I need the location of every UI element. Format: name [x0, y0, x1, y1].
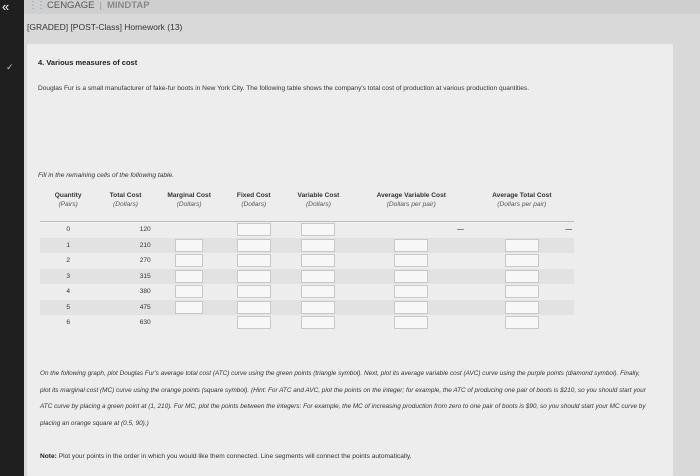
avc-input[interactable] — [394, 239, 428, 252]
fixed-cost-input[interactable] — [237, 254, 271, 267]
variable-cost-cell — [284, 300, 353, 316]
variable-cost-input[interactable] — [301, 239, 335, 252]
variable-cost-input[interactable] — [301, 254, 335, 267]
variable-cost-cell — [284, 269, 353, 285]
marginal-cost-input[interactable] — [175, 239, 203, 252]
question-card — [27, 44, 673, 476]
header-fixed-cost: Fixed Cost (Dollars) — [224, 191, 284, 222]
chevron-down-icon[interactable]: ✓ — [6, 62, 14, 72]
header-quantity: Quantity (Pairs) — [40, 191, 96, 222]
left-sidebar — [0, 0, 24, 476]
quantity-cell: 5 — [40, 300, 96, 316]
variable-cost-cell — [284, 284, 353, 300]
fixed-cost-cell — [224, 253, 284, 269]
brand-mindtap: MINDTAP — [106, 0, 150, 11]
table-row — [40, 284, 574, 300]
brand-separator: | — [99, 0, 102, 11]
table-header-row — [40, 191, 574, 222]
breadcrumb[interactable]: [GRADED] [POST-Class] Homework (13) — [27, 22, 183, 32]
header-average-total-cost: Average Total Cost (Dollars per pair) — [470, 191, 574, 222]
fixed-cost-cell — [224, 269, 284, 285]
avc-cell — [353, 269, 470, 285]
total-cost-cell: 380 — [139, 288, 151, 296]
atc-cell — [470, 238, 574, 254]
variable-cost-cell — [284, 222, 353, 238]
table-row — [40, 238, 574, 254]
fixed-cost-input[interactable] — [237, 270, 271, 283]
marginal-cost-cell — [155, 284, 224, 300]
total-cost-cell: 120 — [139, 226, 151, 234]
top-bar — [24, 0, 700, 14]
fixed-cost-input[interactable] — [237, 301, 271, 314]
marginal-cost-input[interactable] — [175, 254, 203, 267]
marginal-cost-cell — [155, 315, 224, 331]
quantity-cell: 6 — [66, 319, 70, 327]
fixed-cost-input[interactable] — [237, 223, 271, 236]
table-row — [40, 222, 574, 238]
fixed-cost-cell — [224, 315, 284, 331]
quantity-cell: 2 — [66, 257, 70, 265]
marginal-cost-cell — [155, 238, 224, 254]
marginal-cost-cell — [155, 253, 224, 269]
question-title: 4. Various measures of cost — [38, 58, 138, 67]
fixed-cost-cell — [224, 238, 284, 254]
graph-instructions: On the following graph, plot Douglas Fur's average total cost (ATC) curve using the green points (triangle symbol). Next, plot its average variable cost (AVC) curve using the purple points (diamond symbol). Finally, plot its marginal cost (MC) curve using the orange points (square symbol). (Hint: For ATC and AVC, plot the points on the integer; for example, the ATC of producing one pair of boots is $210, so you should start your ATC curve by placing a green point at (1, 210). For MC, plot the points between the integers: For example, the MC of increasing production from zero to one pair of boots is $90, so you should start your MC curve by placing an orange square at (0.5, 90).) — [40, 370, 646, 427]
atc-dash: — — [565, 226, 572, 234]
atc-input[interactable] — [505, 239, 539, 252]
marginal-cost-cell — [155, 300, 224, 316]
atc-input[interactable] — [505, 270, 539, 283]
quantity-cell: 1 — [40, 238, 96, 254]
cengage-logo-icon: ⋮⋮ — [28, 0, 44, 11]
avc-cell — [353, 300, 470, 316]
variable-cost-input[interactable] — [301, 301, 335, 314]
header-marginal-cost: Marginal Cost (Dollars) — [155, 191, 224, 222]
table-row — [40, 253, 574, 269]
atc-cell — [470, 315, 574, 331]
variable-cost-cell — [284, 315, 353, 331]
marginal-cost-input[interactable] — [175, 301, 203, 314]
fixed-cost-cell — [224, 300, 284, 316]
avc-input[interactable] — [394, 254, 428, 267]
fill-instruction: Fill in the remaining cells of the following table. — [38, 172, 174, 179]
variable-cost-input[interactable] — [301, 223, 335, 236]
fixed-cost-cell — [224, 222, 284, 238]
table-row — [40, 315, 574, 331]
variable-cost-cell — [284, 238, 353, 254]
table-row — [40, 300, 574, 316]
note-label: Note: — [40, 453, 57, 460]
avc-cell — [353, 222, 470, 238]
avc-cell — [353, 253, 470, 269]
atc-cell — [470, 284, 574, 300]
avc-cell — [353, 315, 470, 331]
header-variable-cost: Variable Cost (Dollars) — [284, 191, 353, 222]
avc-input[interactable] — [394, 301, 428, 314]
brand-cengage: CENGAGE — [47, 0, 95, 11]
total-cost-cell: 630 — [139, 319, 151, 327]
total-cost-cell: 270 — [139, 257, 151, 265]
note-text: Plot your points in the order in which you would like them connected. Line segments will connect the points automatically. — [58, 453, 412, 460]
header-total-cost: Total Cost (Dollars) — [96, 191, 154, 222]
quantity-cell: 4 — [66, 288, 70, 296]
atc-cell — [470, 253, 574, 269]
collapse-chevron-icon[interactable]: « — [2, 0, 10, 14]
header-average-variable-cost: Average Variable Cost (Dollars per pair) — [353, 191, 470, 222]
atc-cell — [470, 222, 574, 238]
marginal-cost-cell — [155, 269, 224, 285]
atc-input[interactable] — [505, 254, 539, 267]
atc-cell — [470, 269, 574, 285]
variable-cost-cell — [284, 253, 353, 269]
brand-logo[interactable] — [28, 0, 150, 12]
total-cost-cell: 210 — [96, 238, 154, 254]
total-cost-cell: 475 — [96, 300, 154, 316]
marginal-cost-input[interactable] — [175, 285, 203, 298]
avc-cell — [353, 284, 470, 300]
fixed-cost-input[interactable] — [237, 285, 271, 298]
marginal-cost-cell — [155, 222, 224, 238]
question-intro: Douglas Fur is a small manufacturer of fake-fur boots in New York City. The following table shows the company's total cost of production at various production quantities. — [38, 85, 530, 92]
avc-input[interactable] — [394, 270, 428, 283]
marginal-cost-input[interactable] — [175, 270, 203, 283]
note — [40, 453, 412, 460]
variable-cost-input[interactable] — [301, 285, 335, 298]
fixed-cost-cell — [224, 284, 284, 300]
avc-dash: — — [457, 226, 464, 234]
variable-cost-input[interactable] — [301, 316, 335, 329]
quantity-cell: 3 — [40, 269, 96, 285]
total-cost-cell: 315 — [96, 269, 154, 285]
cost-table — [40, 191, 574, 331]
atc-input[interactable] — [505, 285, 539, 298]
avc-input[interactable] — [394, 316, 428, 329]
quantity-cell: 0 — [66, 226, 70, 234]
fixed-cost-input[interactable] — [237, 316, 271, 329]
atc-cell — [470, 300, 574, 316]
table-row — [40, 269, 574, 285]
avc-cell — [353, 238, 470, 254]
avc-input[interactable] — [394, 285, 428, 298]
variable-cost-input[interactable] — [301, 270, 335, 283]
fixed-cost-input[interactable] — [237, 239, 271, 252]
atc-input[interactable] — [505, 316, 539, 329]
atc-input[interactable] — [505, 301, 539, 314]
